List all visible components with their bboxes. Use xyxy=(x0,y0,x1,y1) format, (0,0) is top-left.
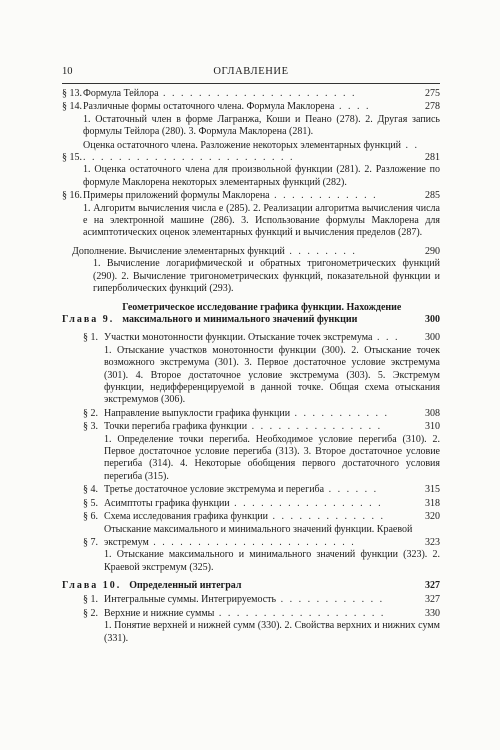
toc-entry-subtopics: 1. Отыскание максимального и минимального значений функции (323). 2. Краевой экстремум (325). xyxy=(104,549,440,573)
toc-entry-row xyxy=(62,101,440,113)
toc-entry-title-wrap xyxy=(83,88,421,100)
toc-entry-subtopics: 1. Определение точки перегиба. Необходимое условие перегиба (310). 2. Первое достаточное условие перегиба (313). 3. Второе достаточное условие перегиба (314). 4. Некоторые обобщения первого достаточного условия перегиба (315). xyxy=(104,433,440,482)
leader-dots: . . . . . . . . . . . . . . . xyxy=(247,421,383,433)
toc-entry xyxy=(62,101,440,138)
toc-entry xyxy=(83,511,440,523)
toc-entry xyxy=(83,594,440,606)
toc-entry-subtopics: 1. Вычисление логарифмической и обратных тригонометрических функций (290). 2. Вычисление тригонометрических функций, показательной функции и гиперболических функций (293). xyxy=(93,258,440,295)
toc-entry-row xyxy=(83,511,440,523)
toc-entry-number: § 2. xyxy=(83,407,98,419)
toc-entry-title-wrap xyxy=(83,140,421,165)
header-rule xyxy=(62,83,440,84)
toc-entry-row xyxy=(62,580,440,592)
toc-entry-page: 278 xyxy=(425,101,440,113)
toc-entry-page: 315 xyxy=(425,484,440,496)
toc-entry-page: 290 xyxy=(425,245,440,257)
toc-entry-subtopics: 1. Алгоритм вычисления числа e (285). 2. Реализации алгоритма вычисления числа e на электронной машине (286). 3. Использование формулы Маклорена для асимптотических оценок элементарных функций и вычисления пределов (287). xyxy=(83,202,440,239)
toc-entry-title: Примеры приложений формулы Маклорена xyxy=(83,190,270,202)
toc-entry-title-wrap xyxy=(83,190,421,202)
toc-entry-page: 310 xyxy=(425,421,440,433)
toc-entry-page: 320 xyxy=(425,511,440,522)
toc-entry-number: § 1. xyxy=(83,332,98,344)
toc-entry-page: 300 xyxy=(425,332,440,344)
toc-entry-row xyxy=(83,524,440,549)
toc-entry-number: § 14. xyxy=(62,101,82,113)
toc-entry-title: Точки перегиба графика функции xyxy=(104,421,248,433)
toc-entry xyxy=(62,88,440,100)
toc-entry-title: Направление выпуклости графика функции xyxy=(104,407,291,419)
leader-dots: . . . . . . . . xyxy=(284,245,357,257)
toc-entry xyxy=(72,246,440,296)
toc-entry xyxy=(62,140,440,190)
toc-entry-title-wrap xyxy=(104,608,421,620)
toc-chapter xyxy=(62,302,440,327)
toc-entry-title: Верхние и нижние суммы xyxy=(104,607,215,619)
toc-entry-number: § 3. xyxy=(83,421,98,433)
toc-entry-row xyxy=(83,594,440,606)
toc-entry-number: Глава 10. xyxy=(62,580,122,592)
toc-entry xyxy=(83,408,440,420)
leader-dots: . . . xyxy=(372,332,400,344)
toc-entry-title: Формула Тейлора xyxy=(83,88,159,99)
toc-entry xyxy=(62,190,440,240)
running-header xyxy=(62,66,440,80)
toc-entry-title-wrap xyxy=(104,511,421,523)
leader-dots: . . . . . . xyxy=(324,484,379,496)
leader-dots: . . . . . . . . . . . . xyxy=(269,190,378,202)
toc-entry-title-wrap xyxy=(72,246,421,258)
toc-entry-row xyxy=(62,88,440,100)
toc-entry-page: 308 xyxy=(425,407,440,419)
toc-entry-title-wrap xyxy=(104,408,421,420)
toc-entry-row xyxy=(83,608,440,620)
toc-entry-subtopics: 1. Остаточный член в форме Лагранжа, Коши и Пеано (278). 2. Другая запись формулы Тейлора (280). 3. Формула Маклорена (281). xyxy=(83,113,440,138)
toc-entry-subtopics: 1. Оценка остаточного члена для произвольной функции (281). 2. Разложение по формуле Маклорена некоторых элементарных функций (282). xyxy=(83,164,440,188)
toc-entry-title-wrap xyxy=(104,524,421,549)
toc-entry-number: Глава 9. xyxy=(62,313,115,325)
toc-entry xyxy=(83,608,440,645)
toc-entry-row xyxy=(72,246,440,258)
toc-entry-page: 318 xyxy=(425,497,440,509)
toc-entry-title: Асимптоты графика функции xyxy=(104,497,230,509)
toc-entry-row xyxy=(83,498,440,510)
toc-entry-row xyxy=(62,302,440,327)
toc-entry xyxy=(83,421,440,483)
toc-entry-page: 323 xyxy=(425,536,440,548)
leader-dots: . . . . . . . . . . . . . . . . . . . . . . xyxy=(158,88,357,99)
toc-entry-number: § 15. xyxy=(62,152,82,164)
toc-entry-page: 285 xyxy=(425,190,440,202)
toc-entry-number: § 16. xyxy=(62,190,82,202)
toc-entry-title-wrap xyxy=(83,101,421,113)
toc-entry-page: 327 xyxy=(425,594,440,606)
toc-entry-title: Интегральные суммы. Интегрируемость xyxy=(104,594,277,606)
toc-entry-title-wrap xyxy=(104,594,421,606)
toc-entry-number: § 5. xyxy=(83,497,98,509)
toc-entry-subtopics: 1. Отыскание участков монотонности функции (300). 2. Отыскание точек возможного экстремума (301). 3. Первое достаточное условие экстремума (301). 4. Второе достаточное условие экстремума (303). 5. Экстремум функции, недифференцируемой в данной точке. Общая схема отыскания экстремумов (306). xyxy=(104,344,440,406)
leader-dots: . . . . . . . . . . . . . . . . . . . . . . . . . . xyxy=(83,139,419,164)
toc-entry-row xyxy=(83,408,440,420)
toc-chapter xyxy=(62,580,440,592)
toc-entry-number: § 6. xyxy=(83,511,98,522)
toc-entry-title-wrap xyxy=(104,484,421,496)
toc-entry-row xyxy=(83,332,440,344)
table-of-contents xyxy=(62,88,440,646)
toc-entry-number: § 4. xyxy=(83,484,98,496)
leader-dots: . . . . . . . . . . . . . xyxy=(268,511,386,522)
leader-dots: . . . . . . . . . . . . xyxy=(276,594,385,606)
toc-entry-row xyxy=(83,421,440,433)
toc-entry xyxy=(83,498,440,510)
leader-dots: . . . . . . . . . . . xyxy=(290,407,390,419)
toc-entry-row xyxy=(62,190,440,202)
toc-entry-title: Участки монотонности функции. Отыскание точек экстремума xyxy=(104,332,373,344)
toc-entry-title: Отыскание максимального и минимального значений функции. Краевой экстремум xyxy=(104,524,413,548)
toc-entry-title-wrap xyxy=(114,302,421,327)
toc-entry xyxy=(83,524,440,574)
toc-entry-title-wrap xyxy=(104,498,421,510)
toc-entry-title-wrap xyxy=(104,421,421,433)
toc-entry-title-wrap xyxy=(104,332,421,344)
toc-entry-page: 330 xyxy=(425,607,440,619)
toc-entry-title: Определенный интеграл xyxy=(129,580,242,592)
leader-dots: . . . . . . . . . . . . . . . . . . . xyxy=(214,607,386,619)
toc-entry-title: Различные формы остаточного члена. Формула Маклорена xyxy=(83,101,335,113)
leader-dots: . . . . . . . . . . . . . . . . . xyxy=(229,497,383,509)
page-number: 10 xyxy=(62,66,73,77)
leader-dots: . . . . xyxy=(334,101,371,113)
toc-entry-page: 281 xyxy=(425,152,440,164)
toc-entry-title-wrap xyxy=(121,580,421,592)
toc-entry-number: § 13. xyxy=(62,88,82,99)
toc-entry-title: Геометрическое исследование графика функции. Нахождение максимального и минимального значений функции xyxy=(122,301,402,325)
running-title: ОГЛАВЛЕНИЕ xyxy=(213,66,289,77)
toc-entry-number: § 1. xyxy=(83,594,98,606)
toc-entry-page: 300 xyxy=(425,313,440,325)
toc-entry-page: 327 xyxy=(425,580,440,592)
toc-entry-number: § 2. xyxy=(83,607,98,619)
toc-entry-title: Третье достаточное условие экстремума и перегиба xyxy=(104,484,325,496)
toc-entry-row xyxy=(62,140,440,165)
toc-entry-row xyxy=(83,484,440,496)
leader-dots: . . . . . . . . . . . . . . . . . . . . . . . xyxy=(148,536,356,548)
toc-entry-subtopics: 1. Понятие верхней и нижней сумм (330). 2. Свойства верхних и нижних сумм (331). xyxy=(104,620,440,644)
toc-entry-number: § 7. xyxy=(83,536,98,548)
toc-entry xyxy=(83,332,440,406)
toc-entry-title: Дополнение. Вычисление элементарных функций xyxy=(72,245,285,257)
toc-entry xyxy=(83,484,440,496)
toc-entry-title: Оценка остаточного члена. Разложение некоторых элементарных функций xyxy=(83,139,401,151)
toc-entry-title: Схема исследования графика функции xyxy=(104,511,269,522)
toc-entry-page: 275 xyxy=(425,88,440,99)
